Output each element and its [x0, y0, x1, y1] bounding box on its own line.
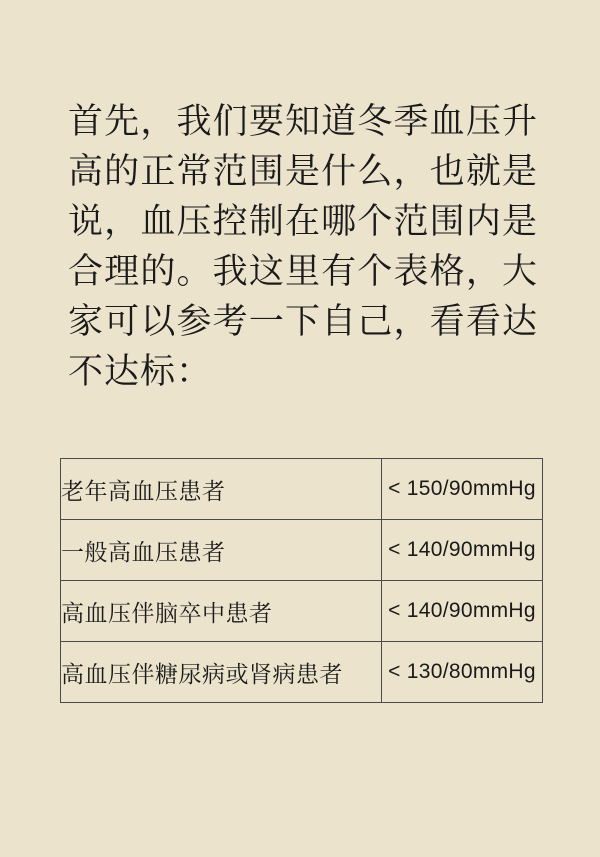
table-cell-condition: 一般高血压患者: [61, 520, 382, 581]
table-cell-condition: 高血压伴糖尿病或肾病患者: [61, 642, 382, 703]
table-cell-condition: 高血压伴脑卒中患者: [61, 581, 382, 642]
table-cell-value: < 150/90mmHg: [382, 459, 543, 520]
table-row: [61, 459, 543, 520]
table-row: [61, 581, 543, 642]
table-cell-value: < 130/80mmHg: [382, 642, 543, 703]
table-cell-condition: 老年高血压患者: [61, 459, 382, 520]
blood-pressure-table: [60, 458, 543, 703]
table-cell-value: < 140/90mmHg: [382, 581, 543, 642]
body-paragraph: 首先，我们要知道冬季血压升高的正常范围是什么，也就是说，血压控制在哪个范围内是合理的。我这里有个表格，大家可以参考一下自己，看看达不达标：: [68, 102, 538, 391]
table-row: [61, 642, 543, 703]
table-body: [61, 459, 543, 703]
table-cell-value: < 140/90mmHg: [382, 520, 543, 581]
table-row: [61, 520, 543, 581]
blood-pressure-table-container: [60, 458, 540, 703]
